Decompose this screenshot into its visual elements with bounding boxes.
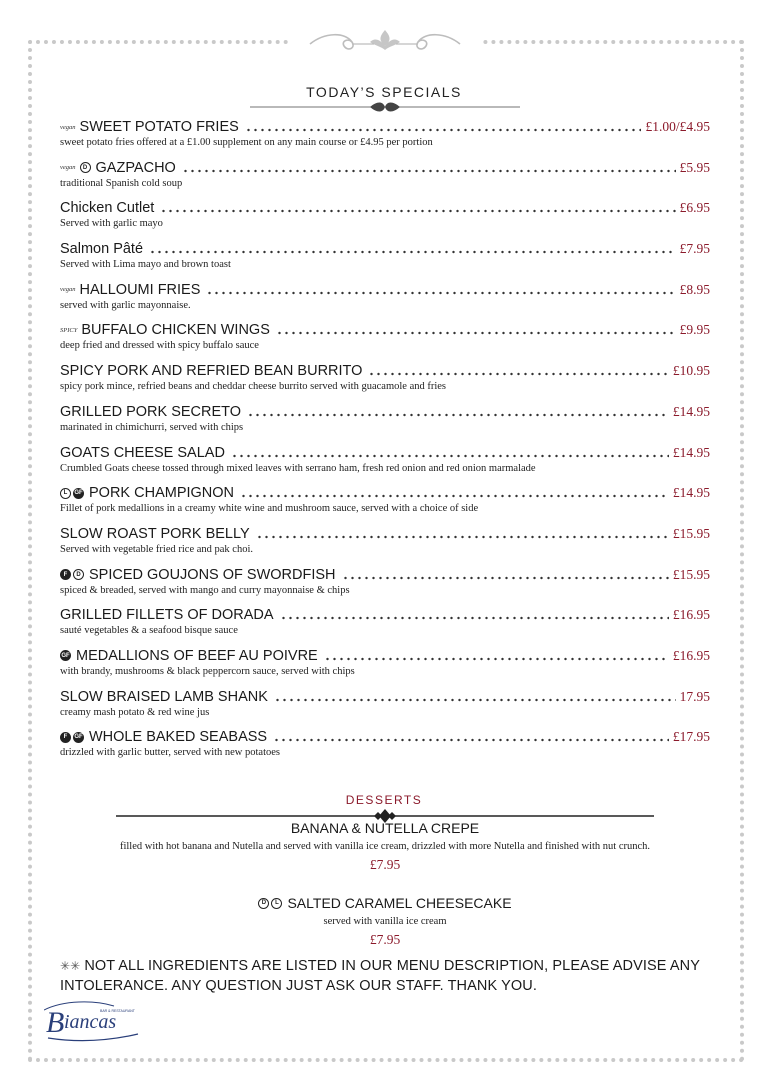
svg-text:iancas: iancas [64,1011,117,1033]
allergy-notice-text: NOT ALL INGREDIENTS ARE LISTED IN OUR MENU DESCRIPTION, PLEASE ADVISE ANY INTOLERANCE. ANY QUESTION JUST ASK OUR STAFF. THANK YOU. [60,958,700,994]
dairy-icon: D [80,162,91,173]
menu-item [60,195,710,236]
vegan-icon: vegan [60,164,76,172]
menu-item-name-row [60,160,176,176]
menu-item-price: £10.95 [672,363,710,379]
menu-item-description: Crumbled Goats cheese tossed through mixed leaves with serrano ham, fresh red onion and red onion marmalade [60,462,536,474]
menu-item-name: HALLOUMI FRIES [79,281,201,298]
menu-item-description: Served with Lima mayo and brown toast [60,259,231,271]
menu-item-header [60,155,710,176]
menu-item [60,399,710,440]
menu-item [60,562,710,603]
menu-item-price: £15.95 [672,525,710,541]
menu-item-price: £16.95 [672,647,710,663]
allergy-notice [60,956,720,996]
dessert-name: SALTED CARAMEL CHEESECAKE [287,895,512,911]
specials-title-divider [250,101,520,113]
menu-item [60,602,710,643]
menu-item-name-row [60,363,362,379]
menu-item-price: £6.95 [679,200,710,216]
menu-item-price: £9.95 [679,322,710,338]
menu-item-name-row [60,445,225,461]
menu-item-name: GOATS CHEESE SALAD [60,444,225,461]
menu-item-name: SPICY PORK AND REFRIED BEAN BURRITO [60,363,363,380]
vegan-icon: vegan [60,123,76,131]
menu-item-name-row [60,485,234,501]
menu-item-description: sweet potato fries offered at a £1.00 supplement on any main course or £4.95 per portion [60,137,433,148]
dot-leader [280,606,669,620]
menu-item-price: £16.95 [672,607,710,623]
dessert-item [60,895,710,948]
menu-item-header [60,602,710,623]
menu-item-price: £5.95 [679,159,710,175]
menu-item-description: creamy mash potato & red wine jus [60,706,210,718]
menu-item-description: drizzled with garlic butter, served with new potatoes [60,747,281,759]
menu-item [60,521,710,562]
dot-leader [160,199,675,213]
menu-item [60,358,710,399]
menu-item-name: SPICED GOUJONS OF SWORDFISH [89,566,336,583]
dot-leader [245,118,642,132]
svg-text:BAR & RESTAURANT: BAR & RESTAURANT [100,1009,135,1013]
dot-leader [182,159,676,173]
menu-item [60,480,710,521]
specials-title: TODAY’S SPECIALS [306,84,462,100]
dairy-icon: D [73,569,84,580]
dairy-icon: D [258,898,269,909]
fish-icon: F [60,732,71,743]
biancas-logo [44,998,144,1044]
menu-item-header [60,399,710,420]
menu-item-header [60,440,710,461]
menu-item-price: £1.00/£4.95 [645,119,710,134]
lactose-icon: L [60,488,71,499]
lactose-icon: L [271,898,282,909]
menu-item-header [60,724,710,745]
menu-item-name: GRILLED FILLETS OF DORADA [60,607,274,624]
menu-item-name: Chicken Cutlet [60,200,155,217]
dessert-name: BANANA & NUTELLA CREPE [290,820,480,836]
dessert-description: served with vanilla ice cream [323,916,447,927]
menu-item-header [60,521,710,542]
menu-item-price: £8.95 [679,281,710,297]
dot-leader [276,321,676,335]
menu-item-name: MEDALLIONS OF BEEF AU POIVRE [76,647,318,664]
menu-item [60,643,710,684]
menu-item-description: traditional Spanish cold soup [60,177,183,189]
menu-item-name-row [60,729,267,745]
menu-item [60,277,710,318]
dot-leader [342,566,669,580]
gluten-free-icon: GF [60,650,71,661]
fish-icon: F [60,569,71,580]
gluten-free-icon: GF [73,732,84,743]
menu-item-description: deep fried and dressed with spicy buffalo sauce [60,340,259,352]
dessert-price: £7.95 [369,857,401,872]
svg-text:B: B [46,1006,65,1039]
menu-item-price: £15.95 [672,566,710,582]
menu-item [60,236,710,277]
dot-leader [368,362,668,376]
menu-item-header [60,684,710,705]
menu-item-name-row [60,689,268,705]
menu-item [60,724,710,765]
top-ornament-icon [290,26,480,58]
menu-item-name-row [60,607,274,623]
menu-item-header [60,277,710,298]
menu-item-name: GAZPACHO [95,159,176,176]
menu-item-description: spicy pork mince, refried beans and cheddar cheese burrito served with guacamole and fries [60,381,447,393]
dessert-item [60,820,710,873]
menu-item-name-row [60,282,200,298]
menu-item-name-row [60,404,241,420]
menu-item-header [60,562,710,583]
menu-item-header [60,236,710,257]
dot-leader [149,240,676,254]
menu-item-name: SLOW ROAST PORK BELLY [60,525,250,542]
menu-item-price: 17.95 [679,688,710,704]
menu-item-header [60,480,710,501]
menu-item-price: £14.95 [672,485,710,501]
menu-item-description: marinated in chimichurri, served with chips [60,421,244,433]
menu-item-description: with brandy, mushrooms & black peppercorn sauce, served with chips [60,665,355,677]
menu-item-name-row [60,322,270,338]
dessert-price: £7.95 [369,932,401,947]
gluten-free-icon: GF [73,488,84,499]
menu-item [60,114,710,155]
menu-item-description: Fillet of pork medallions in a creamy white wine and mushroom sauce, served with a choice of side [60,503,479,515]
menu-item-description: spiced & breaded, served with mango and curry mayonnaise & chips [60,584,350,596]
dot-leader [231,444,669,458]
desserts-title: DESSERTS [345,793,423,807]
dot-leader [240,484,669,498]
menu-item-description: Served with vegetable fried rice and pak choi. [60,543,254,555]
dot-leader [324,647,669,661]
menu-item-description: sauté vegetables & a seafood bisque sauce [60,625,238,637]
dot-leader [274,688,676,702]
dot-leader [273,728,669,742]
spicy-icon: SPICY [60,326,78,334]
menu-item-description: Served with garlic mayo [60,218,163,230]
dot-leader [206,281,675,295]
menu-item-name: SWEET POTATO FRIES [79,119,239,135]
menu-item [60,440,710,481]
menu-item-header [60,358,710,379]
dot-leader [247,403,669,417]
menu-item-header [60,643,710,664]
dot-leader [256,525,669,539]
menu-item-name: SLOW BRAISED LAMB SHANK [60,688,268,705]
menu-item-name: GRILLED PORK SECRETO [60,403,242,420]
vegan-icon: vegan [60,286,76,294]
menu-item-price: £7.95 [679,241,710,257]
dessert-description: filled with hot banana and Nutella and served with vanilla ice cream, drizzled with more Nutella and finished with nut crunch. [119,841,651,852]
menu-item-name-row [60,241,143,257]
menu-item-name-row [60,119,239,135]
menu-item-name: WHOLE BAKED SEABASS [89,729,268,746]
menu-item-name: BUFFALO CHICKEN WINGS [81,322,270,339]
menu-item [60,155,710,196]
menu-item-description: served with garlic mayonnaise. [60,299,191,311]
menu-item-price: £14.95 [672,444,710,460]
specials-list [60,114,710,765]
menu-item-name: PORK CHAMPIGNON [89,485,235,502]
menu-item-header [60,195,710,216]
menu-item-header [60,114,710,135]
menu-item-name-row [60,526,250,542]
menu-item-name-row [60,567,336,583]
menu-item-price: £14.95 [672,403,710,419]
menu-item-name-row [60,648,318,664]
dessert-name-row [60,895,710,911]
menu-item-name: Salmon Pâté [60,241,144,258]
menu-item-header [60,317,710,338]
menu-item-name-row [60,200,154,216]
menu-item [60,317,710,358]
menu-item-price: £17.95 [672,729,710,745]
menu-item [60,684,710,725]
asterisk-icon: ✳✳ [60,959,81,973]
